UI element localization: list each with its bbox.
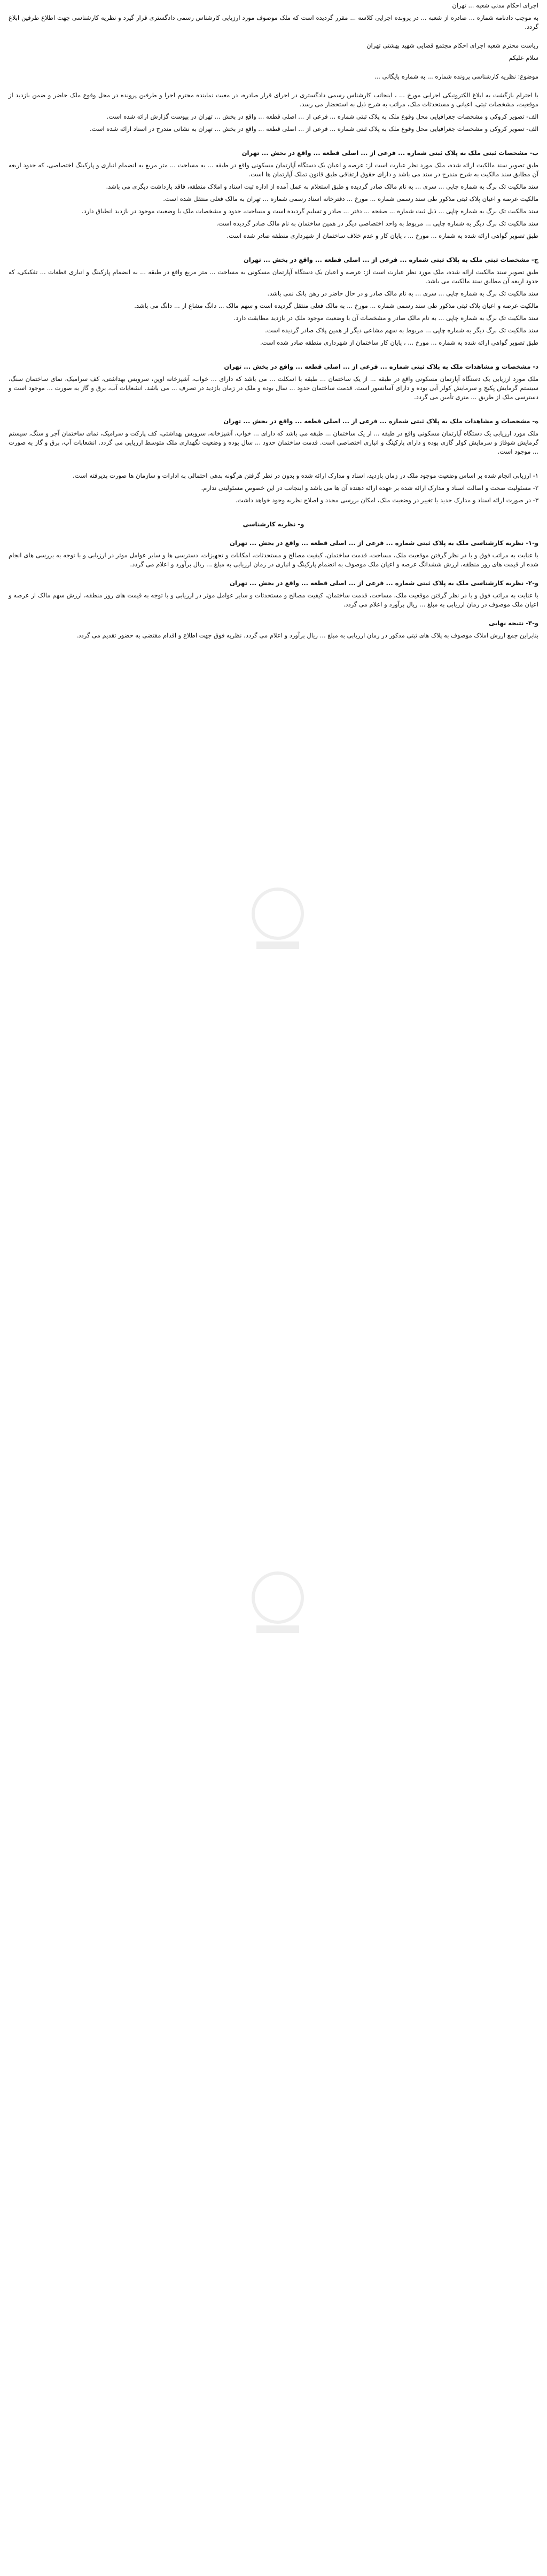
section-paragraph: سند مالکیت تک برگ به شماره چاپی ... سری ... به نام مالک صادر گردیده و طبق استعلام به عمل آمده از اداره ثبت اسناد و املاک منطقه، فاقد بازداشت دیگری می باشد. [106,183,538,190]
section-paragraph: سند مالکیت تک برگ دیگر به شماره چاپی ... مربوط به واحد اختصاصی دیگر در همین ساختمان به نام مالک صادر گردیده است. [216,220,538,227]
section-paragraph: طبق تصویر سند مالکیت ارائه شده، ملک مورد نظر عبارت است از: عرصه و اعیان یک دستگاه آپارتمان مسکونی به مساحت ... متر مربع واقع در طبقه ... به انضمام پارکینگ و انباری قطعات ... تفکیکی، که حدود اربعه آن مطابق سند مالکیت می باشد. [9,268,538,285]
note-item: ۳- در صورت ارائه اسناد و مدارک جدید یا تغییر در وضعیت ملک، امکان بررسی مجدد و اصلاح نظریه وجود خواهد داشت. [235,496,538,504]
section-paragraph: طبق تصویر سند مالکیت ارائه شده، ملک مورد نظر عبارت است از: عرصه و اعیان یک دستگاه آپارتمان مسکونی واقع در طبقه ... به مساحت ... متر مربع به انضمام انباری و پارکینگ اختصاصی، که حدود اربعه آن مطابق سند مالکیت به شرح مندرج در سند می باشد و دارای حقوق ارتفاقی طبق قانون تملک آپارتمان ها است. [9,161,538,178]
header-request: به موجب دادنامه شماره ... صادره از شعبه ... در پرونده اجرایی کلاسه ... مقرر گردیده است که ملک موصوف مورد ارزیابی کارشناس رسمی دادگستری قرار گیرد و نظریه کارشناسی جهت اطلاع طرفین ابلاغ گردد. [9,14,538,30]
section-paragraph: سند مالکیت تک برگ دیگر به شماره چاپی ... مربوط به سهم مشاعی دیگر از همین پلاک صادر گردیده است. [265,326,538,334]
section-paragraph: ملک مورد ارزیابی یک دستگاه آپارتمان مسکونی واقع در طبقه ... از یک ساختمان ... طبقه می باشد که دارای ... خواب، آشپزخانه، سرویس بهداشتی، کف پارکت و سرامیک، نمای ساختمان آجر و سنگ، سیستم گرمایش شوفاژ و سرمایش کولر گازی بوده و دارای پارکینگ و انباری اختصاصی است. قدمت ساختمان حدود ... سال بوده و وضعیت نگهداری ملک متوسط ارزیابی می گردد. انشعابات آب، برق و گاز به صورت ... موجود است. [9,430,538,455]
opinion-item-paragraph: با عنایت به مراتب فوق و با در نظر گرفتن موقعیت ملک، مساحت، قدمت ساختمان، کیفیت مصالح و مستحدثات، امکانات و تجهیزات، دسترسی ها و سایر عوامل موثر در ارزیابی و با توجه به بررسی های انجام شده از قیمت های روز منطقه، ارزش ششدانگ عرصه و اعیان ملک موصوف به انضمام پارکینگ و انباری در زمان ارزیابی به مبلغ ... ریال برآورد و اعلام می گردد. [9,551,538,568]
note-item: ۲- مسئولیت صحت و اصالت اسناد و مدارک ارائه شده بر عهده ارائه دهنده آن ها می باشد و اینجانب در این خصوص مسئولیتی ندارم. [201,484,538,492]
intro-paragraph: الف- تصویر کروکی و مشخصات جغرافیایی محل وقوع ملک به پلاک ثبتی شماره ... فرعی از ... اصلی قطعه ... واقع در بخش ... تهران به نشانی مندرج در اسناد ارائه شده است. [89,125,538,133]
watermark-logo-icon [224,882,331,956]
document-body [9,1,538,643]
opinion-item-title: و-۱- نظریه کارشناسی ملک به پلاک ثبتی شماره ... فرعی از ... اصلی قطعه ... واقع در بخش ... تهران [230,539,538,547]
section-paragraph: مالکیت عرصه و اعیان پلاک ثبتی مذکور طی سند رسمی شماره ... مورخ ... دفترخانه اسناد رسمی شماره ... تهران به مالک فعلی منتقل شده است. [163,195,538,203]
opinion-item-title: و-۳- نتیجه نهایی [489,619,538,627]
opinion-item-paragraph: بنابراین جمع ارزش املاک موصوف به پلاک های ثبتی مذکور در زمان ارزیابی به مبلغ ... ریال برآورد و اعلام می گردد. نظریه فوق جهت اطلاع و اقدام مقتضی به حضور تقدیم می گردد. [76,632,538,639]
section-paragraph: سند مالکیت تک برگ به شماره چاپی ... به نام مالک صادر و مشخصات آن با وضعیت موجود ملک در بازدید مطابقت دارد. [233,314,538,322]
section-title: ج- مشخصات ثبتی ملک به پلاک ثبتی شماره ... فرعی از ... اصلی قطعه ... واقع در بخش ... تهران [243,256,538,263]
subject: موضوع: نظریه کارشناسی پرونده شماره ... به شماره بایگانی ... [374,73,538,80]
section-title: ه- مشخصات و مشاهدات ملک به پلاک ثبتی شماره ... فرعی از ... اصلی قطعه ... واقع در بخش ... تهران [223,417,538,425]
section-paragraph: سند مالکیت تک برگ به شماره چاپی ... ذیل ثبت شماره ... صفحه ... دفتر ... صادر و تسلیم گردیده است و مساحت، حدود و مشخصات ملک با وضعیت موجود در بازدید انطباق دارد. [81,207,538,215]
addressee: ریاست محترم شعبه اجرای احکام مجتمع قضایی شهید بهشتی تهران [366,42,538,49]
intro-paragraph: با احترام بازگشت به ابلاغ الکترونیکی اجرایی مورخ ... ، اینجانب کارشناس رسمی دادگستری در اجرای قرار صادره، در معیت نماینده محترم اجرا و طرفین پرونده در محل وقوع ملک حاضر و ضمن بازدید از موقعیت، مشخصات ثبتی، اعیانی و مستحدثات ملک، مراتب به شرح ذیل به استحضار می رسد. [9,91,538,108]
section-paragraph: طبق تصویر گواهی ارائه شده به شماره ... مورخ ... ، پایان کار و عدم خلاف ساختمان از شهرداری منطقه صادر شده است. [226,232,538,239]
greeting: سلام علیکم [509,54,538,61]
section-paragraph: طبق تصویر گواهی ارائه شده به شماره ... مورخ ... ، پایان کار ساختمان از شهرداری منطقه صادر شده است. [260,339,538,346]
watermark-logo-icon [224,1566,331,1640]
section-paragraph: مالکیت عرصه و اعیان پلاک ثبتی مذکور طی سند رسمی شماره ... مورخ ... به مالک فعلی منتقل گردیده است و سهم مالک ... دانگ مشاع از ... دانگ می باشد. [134,302,538,309]
header-court: اجرای احکام مدنی شعبه ... تهران [452,2,538,9]
section-title: د- مشخصات و مشاهدات ملک به پلاک ثبتی شماره ... فرعی از ... اصلی قطعه ... واقع در بخش ... تهران [224,363,538,370]
intro-paragraph: الف- تصویر کروکی و مشخصات جغرافیایی محل وقوع ملک به پلاک ثبتی شماره ... فرعی از ... اصلی قطعه ... واقع در بخش ... تهران در پیوست گزارش ارائه شده است. [106,113,538,120]
note-item: ۱- ارزیابی انجام شده بر اساس وضعیت موجود ملک در زمان بازدید، اسناد و مدارک ارائه شده و بدون در نظر گرفتن هرگونه بدهی احتمالی به ادارات و سازمان ها صورت پذیرفته است. [73,472,538,479]
opinion-item-title: و-۲- نظریه کارشناسی ملک به پلاک ثبتی شماره ... فرعی از ... اصلی قطعه ... واقع در بخش ... تهران [230,579,538,587]
section-paragraph: ملک مورد ارزیابی یک دستگاه آپارتمان مسکونی واقع در طبقه ... از یک ساختمان ... طبقه با اسکلت ... می باشد که دارای ... خواب، آشپزخانه اوپن، سرویس بهداشتی، کف سرامیک، نمای ساختمان سنگ، سیستم گرمایش پکیج و سرمایش کولر آبی بوده و دارای آسانسور است. قدمت ساختمان حدود ... سال بوده و ملک در زمان بازدید در تصرف ... می باشد. انشعابات آب، برق و گاز به صورت ... موجود است و دسترسی ملک از طریق ... متری تأمین می گردد. [9,375,538,401]
opinion-item-paragraph: با عنایت به مراتب فوق و با در نظر گرفتن موقعیت ملک، مساحت، قدمت ساختمان، کیفیت مصالح و مستحدثات و سایر عوامل موثر در ارزیابی و با توجه به قیمت های روز منطقه، ارزش سهم مالک از عرصه و اعیان ملک موصوف در زمان ارزیابی به مبلغ ... ریال برآورد و اعلام می گردد. [9,592,538,608]
section-title: ب- مشخصات ثبتی ملک به پلاک ثبتی شماره ... فرعی از ... اصلی قطعه ... واقع در بخش ... تهران [241,149,538,157]
opinion-title: و- نظریه کارشناسی [243,520,304,528]
section-paragraph: سند مالکیت تک برگ به شماره چاپی ... سری ... به نام مالک صادر و در حال حاضر در رهن بانک نمی باشد. [267,290,538,297]
